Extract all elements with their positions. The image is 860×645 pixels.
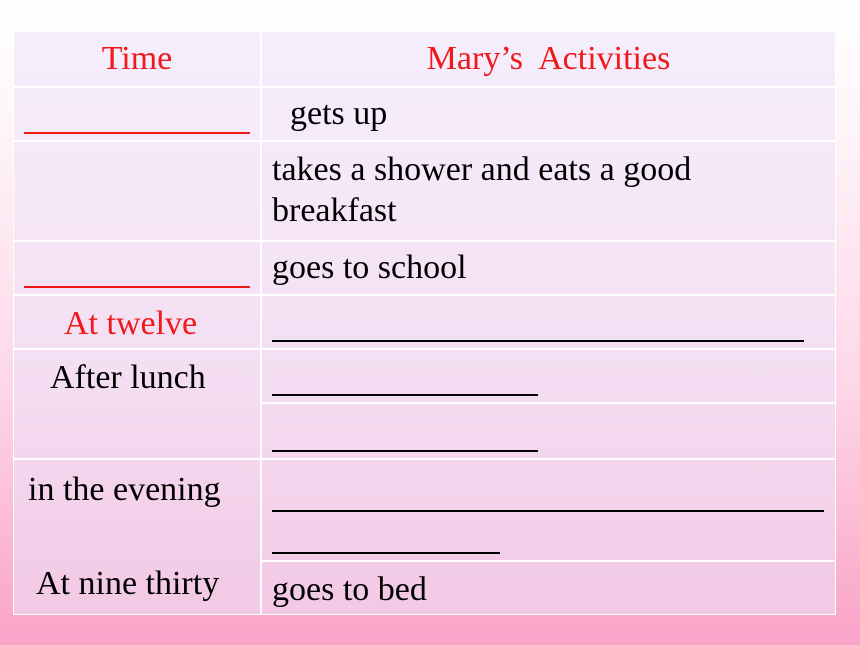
activity-cell-5 — [261, 349, 836, 403]
blank-line-activity-7a[interactable] — [272, 510, 824, 512]
activity-table — [13, 31, 836, 615]
blank-line-activity-5[interactable] — [272, 394, 538, 396]
activity-text-3: goes to school — [272, 249, 467, 286]
time-text-4: At twelve — [64, 305, 198, 342]
time-cell-4 — [13, 295, 261, 349]
header-activities — [261, 31, 836, 87]
activity-cell-2 — [261, 141, 836, 241]
activity-text-1: gets up — [290, 95, 388, 132]
blank-line-activity-7b[interactable] — [272, 552, 500, 554]
blank-line-time-1[interactable] — [24, 132, 250, 134]
time-text-8: At nine thirty — [36, 565, 220, 602]
blank-line-time-3[interactable] — [24, 286, 250, 288]
time-cell-1 — [13, 87, 261, 141]
blank-line-activity-4[interactable] — [272, 340, 804, 342]
activity-cell-6 — [261, 403, 836, 459]
time-cell-7 — [13, 459, 261, 615]
time-text-7: in the evening — [28, 471, 221, 508]
activity-cell-3 — [261, 241, 836, 295]
blank-line-activity-6[interactable] — [272, 450, 538, 452]
activity-cell-8 — [261, 561, 836, 615]
activity-cell-4 — [261, 295, 836, 349]
header-time — [13, 31, 261, 87]
header-activities-label: Mary’s Activities — [426, 39, 671, 77]
activity-text-2: takes a shower and eats a good breakfast — [272, 151, 692, 229]
time-text-5: After lunch — [50, 359, 206, 396]
activity-text-8: goes to bed — [272, 571, 427, 608]
activity-cell-1 — [261, 87, 836, 141]
header-time-label: Time — [101, 39, 173, 77]
activity-cell-7 — [261, 459, 836, 561]
time-cell-3 — [13, 241, 261, 295]
time-cell-2 — [13, 141, 261, 241]
time-cell-5 — [13, 349, 261, 459]
